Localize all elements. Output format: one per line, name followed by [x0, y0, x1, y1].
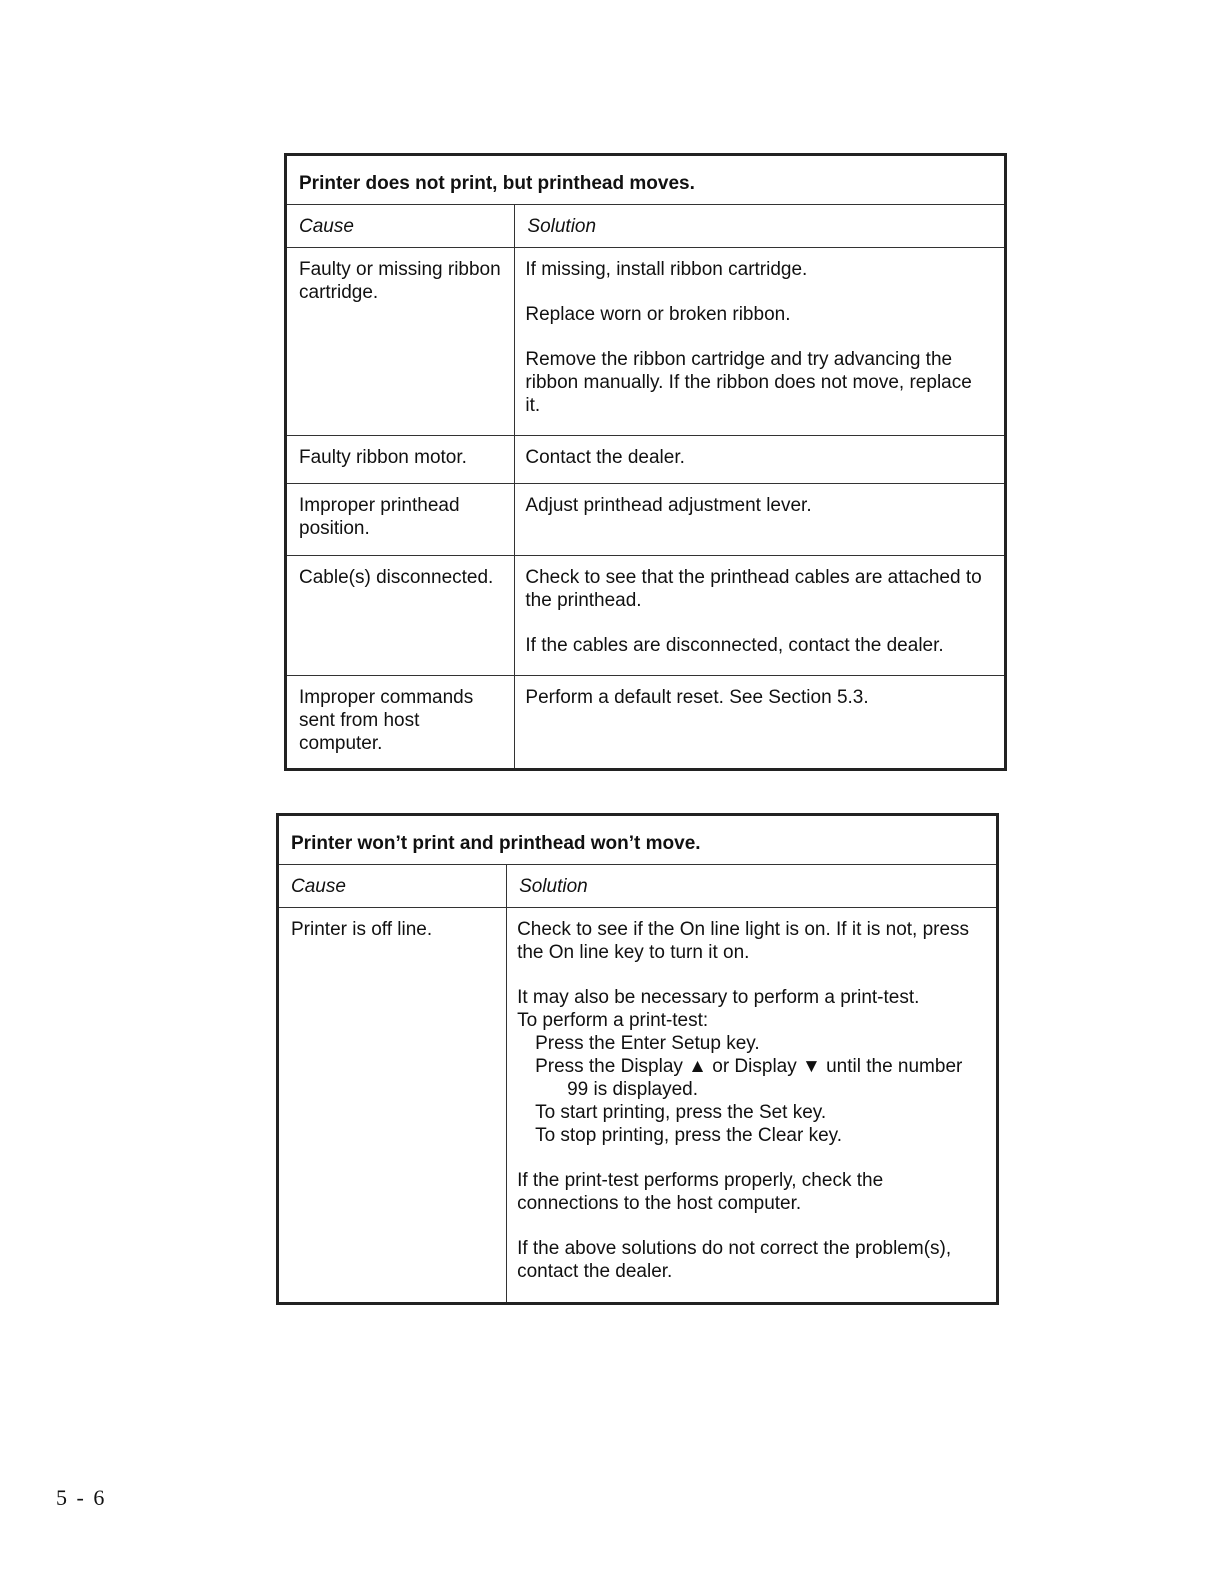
cause-cell: Faulty ribbon motor.	[286, 436, 515, 484]
procedure-step: To start printing, press the Set key.	[535, 1102, 827, 1123]
print-test-procedure	[517, 986, 982, 1147]
solution-column-header: Solution	[507, 865, 998, 908]
cause-cell: Printer is off line.	[278, 908, 507, 1304]
troubleshooting-table-printhead-wont-move	[276, 813, 999, 1305]
cause-column-header: Cause	[278, 865, 507, 908]
procedure-step: To stop printing, press the Clear key.	[535, 1125, 843, 1146]
procedure-step: Press the Enter Setup key.	[535, 1033, 760, 1054]
solution-text: Remove the ribbon cartridge and try advancing the ribbon manually. If the ribbon does not move, replace it.	[525, 349, 972, 416]
solution-column-header: Solution	[515, 205, 1006, 248]
solution-cell	[515, 248, 1006, 436]
solution-text: Contact the dealer.	[525, 447, 685, 468]
cause-cell: Improper commands sent from host computer.	[286, 676, 515, 770]
solution-text: Check to see that the printhead cables are attached to the printhead.	[525, 567, 982, 611]
solution-text: If the cables are disconnected, contact the dealer.	[525, 635, 944, 656]
solution-cell	[515, 436, 1006, 484]
procedure-step: 99 is displayed.	[567, 1079, 699, 1100]
cause-column-header: Cause	[286, 205, 515, 248]
table-title: Printer does not print, but printhead moves.	[286, 155, 1006, 205]
solution-cell	[515, 556, 1006, 676]
solution-cell	[515, 676, 1006, 770]
solution-cell	[507, 908, 998, 1304]
solution-text: Replace worn or broken ribbon.	[525, 304, 791, 325]
solution-text: If the print-test performs properly, check the connections to the host computer.	[517, 1170, 884, 1214]
cause-cell: Faulty or missing ribbon cartridge.	[286, 248, 515, 436]
solution-cell	[515, 484, 1006, 556]
solution-text: Adjust printhead adjustment lever.	[525, 495, 812, 516]
solution-text: It may also be necessary to perform a print-test.	[517, 987, 920, 1008]
solution-text: If missing, install ribbon cartridge.	[525, 259, 808, 280]
solution-text: To perform a print-test:	[517, 1010, 709, 1031]
table-title: Printer won’t print and printhead won’t move.	[278, 815, 998, 865]
cause-cell: Improper printhead position.	[286, 484, 515, 556]
procedure-step: Press the Display ▲ or Display ▼ until the number	[535, 1056, 963, 1077]
page-number: 5 - 6	[56, 1485, 107, 1510]
solution-text: If the above solutions do not correct the problem(s), contact the dealer.	[517, 1238, 952, 1282]
solution-text: Perform a default reset. See Section 5.3.	[525, 687, 869, 708]
solution-text: Check to see if the On line light is on. If it is not, press the On line key to turn it on.	[517, 919, 970, 963]
cause-cell: Cable(s) disconnected.	[286, 556, 515, 676]
troubleshooting-table-printhead-moves	[284, 153, 1007, 771]
